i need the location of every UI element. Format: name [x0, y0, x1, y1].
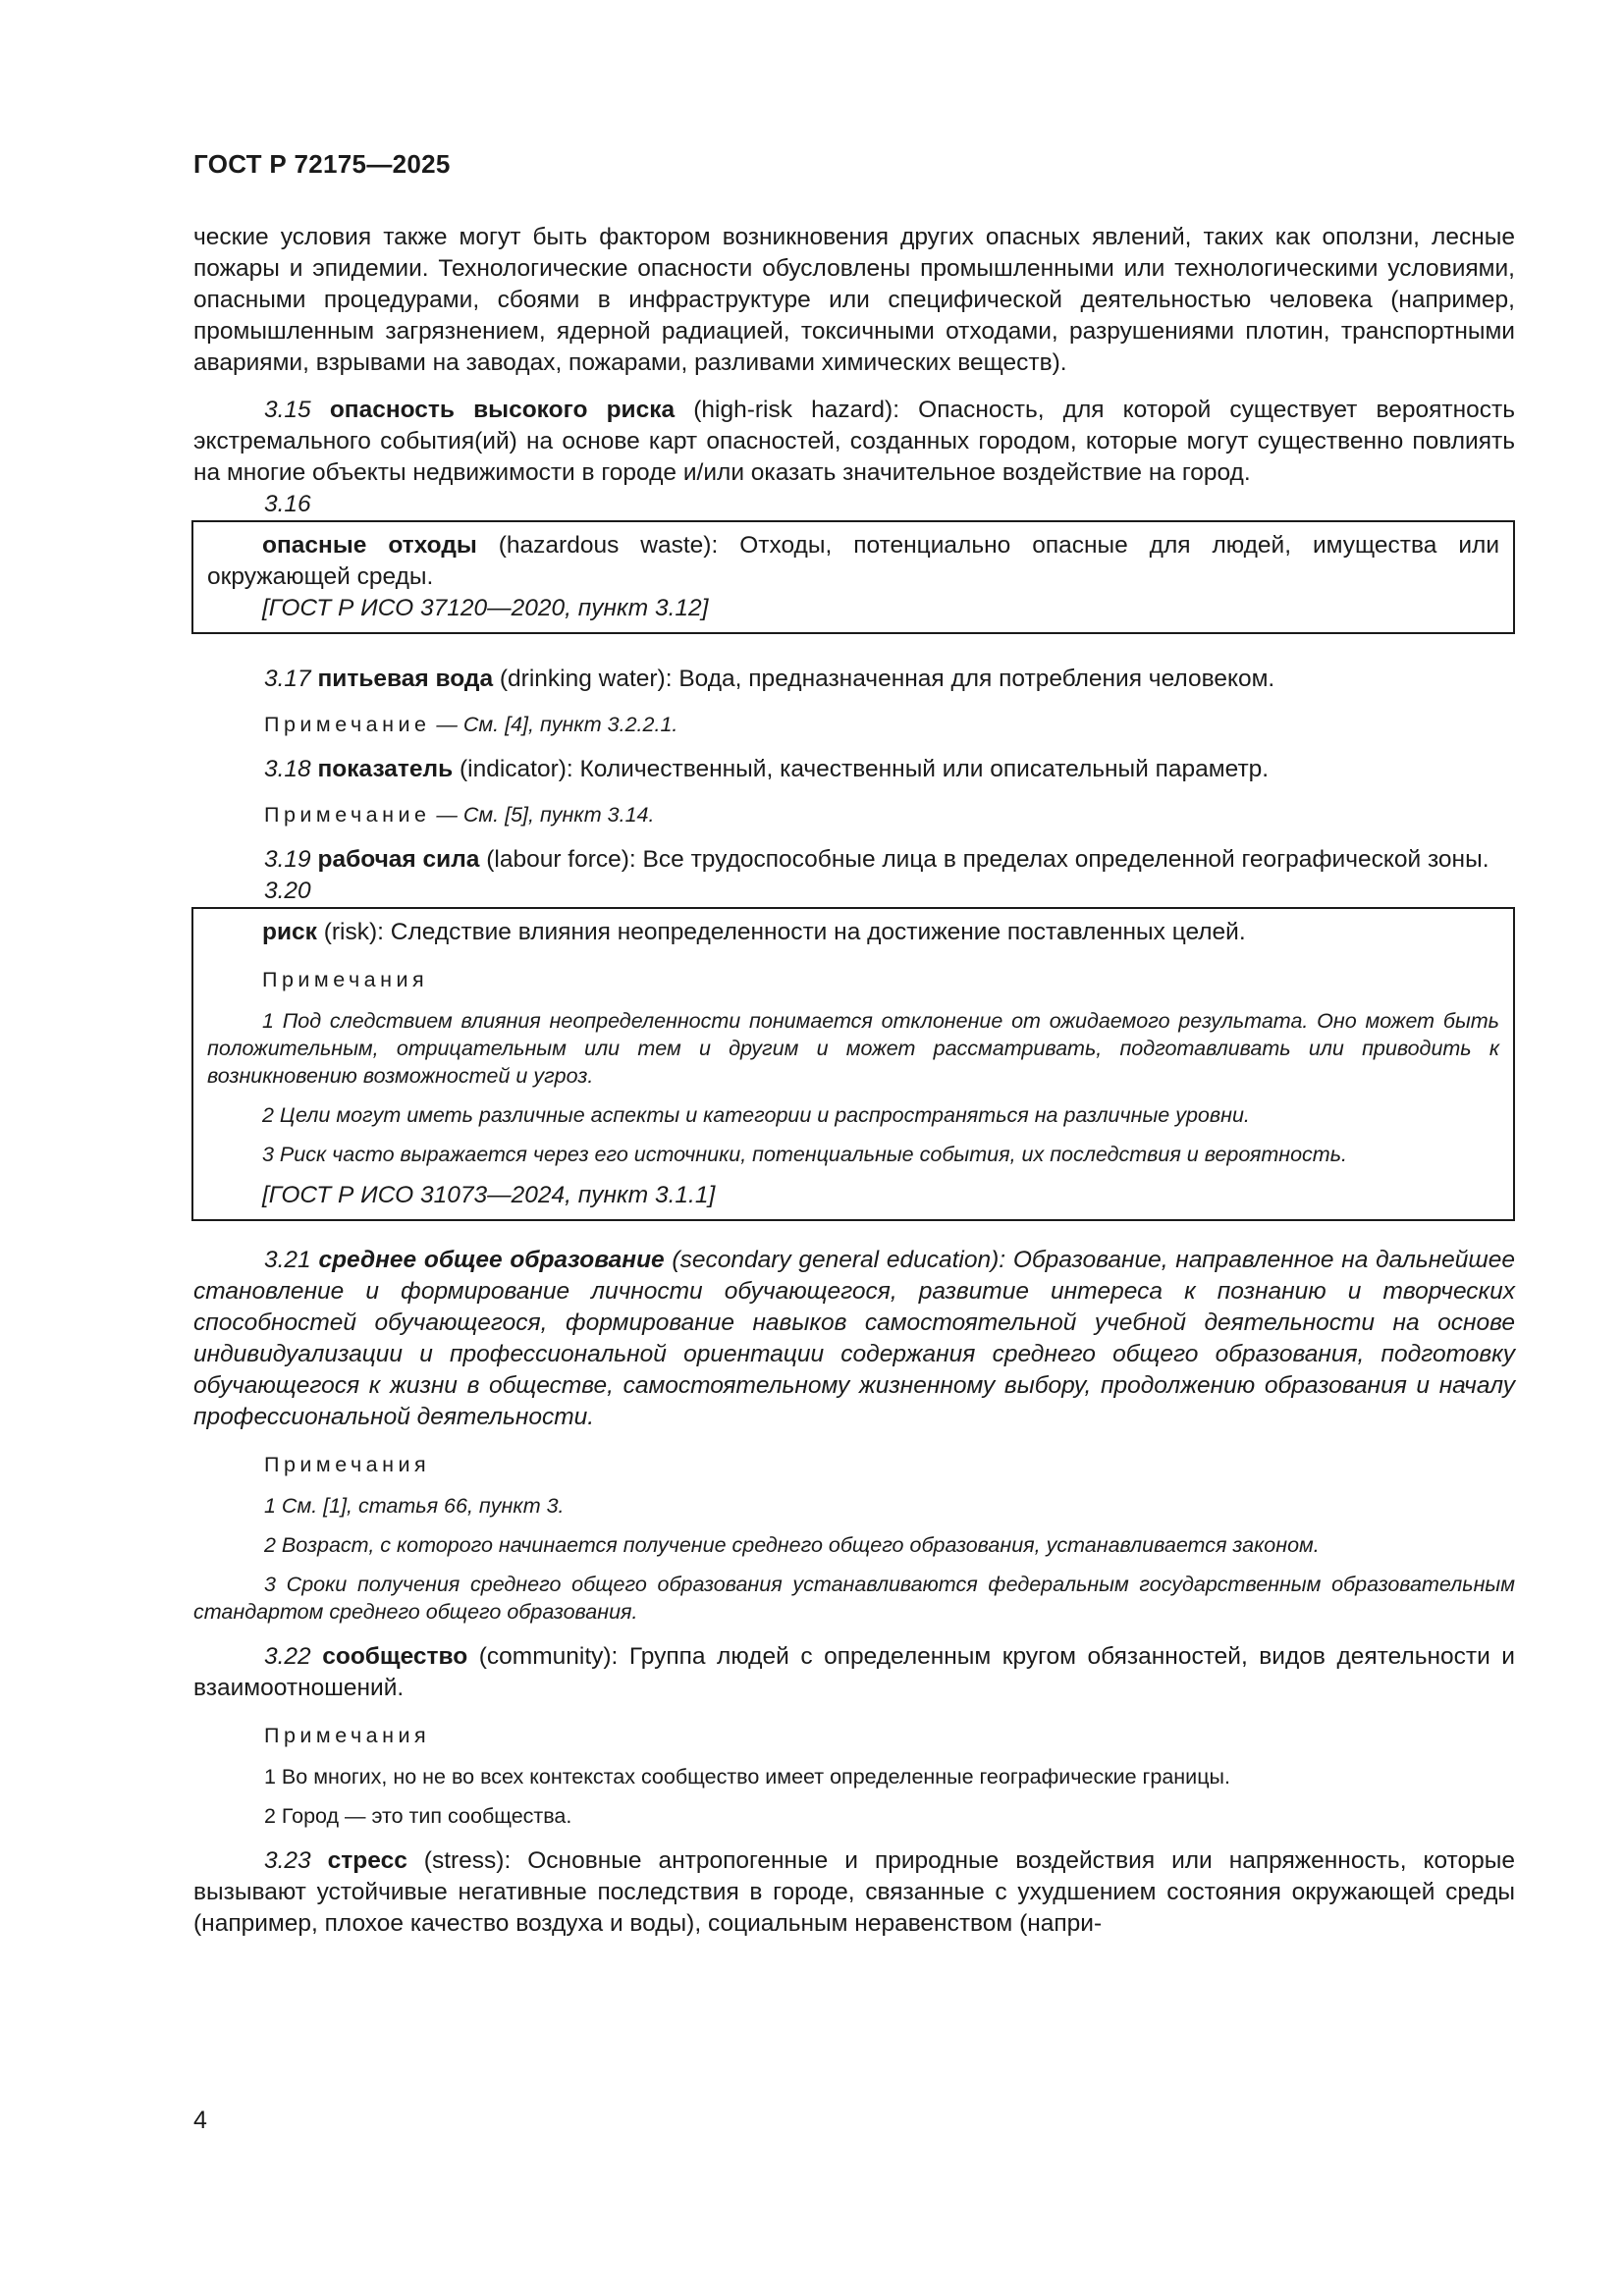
term-number: 3.18 — [264, 756, 311, 782]
term-name: питьевая вода — [317, 666, 494, 692]
term-name: опасные отходы — [262, 532, 477, 559]
term-3-17 — [193, 664, 1515, 695]
term-3-18-note — [193, 801, 1515, 828]
term-definition: (high-risk hazard): Опасность, для которой существует вероятность экстремального события(ий) на основе карт опасностей, созданных городом, которые могут существенно повлиять на многие объекты недвижимости в городе и/или оказать значительное воздействие на город. — [193, 397, 1516, 486]
note-item: 1 Под следствием влияния неопределенности понимается отклонение от ожидаемого результата. Оно может быть положительным, отрицательным или тем и другим и может рассматривать, подготавливать или приводить к возникновению возможностей и угроз. — [207, 1009, 1499, 1088]
term-3-21 — [193, 1245, 1515, 1433]
term-name: среднее общее образование — [318, 1247, 665, 1273]
term-3-20-box — [191, 907, 1515, 1221]
document-header: ГОСТ Р 72175—2025 — [193, 149, 451, 179]
term-3-19 — [193, 844, 1515, 876]
term-definition: (labour force): Все трудоспособные лица в пределах определенной географической зоны. — [479, 846, 1489, 873]
note-item: 2 Возраст, с которого начинается получение среднего общего образования, устанавливается законом. — [264, 1533, 1320, 1557]
term-number: 3.21 — [264, 1247, 311, 1273]
term-3-22 — [193, 1641, 1515, 1704]
term-3-20 — [207, 917, 1499, 948]
term-3-16-box — [191, 520, 1515, 634]
term-name: опасность высокого риска — [329, 397, 676, 423]
term-3-16 — [207, 530, 1499, 593]
note-label: Примечание — [264, 803, 431, 827]
term-3-23 — [193, 1845, 1515, 1940]
term-definition: (drinking water): Вода, предназначенная для потребления человеком. — [493, 666, 1275, 692]
notes-label: Примечания — [264, 1724, 431, 1747]
note-text: — См. [4], пункт 3.2.2.1. — [430, 713, 678, 736]
term-3-18 — [193, 754, 1515, 785]
term-3-20-number — [193, 876, 1515, 907]
term-definition: (community): Группа людей с определенным кругом обязанностей, видов деятельности и взаимоотношений. — [193, 1643, 1515, 1701]
note-label: Примечание — [264, 713, 431, 736]
term-definition: (indicator): Количественный, качественный или описательный параметр. — [453, 756, 1270, 782]
term-definition: (hazardous waste): Отходы, потенциально опасные для людей, имущества или окружающей среды. — [207, 532, 1500, 590]
term-name: риск — [262, 919, 317, 945]
term-definition: (stress): Основные антропогенные и природные воздействия или напряженность, которые вызывают устойчивые негативные последствия в городе, связанные с ухудшением состояния окружающей среды (например, плохое качество воздуха и воды), социальным неравенством (напри- — [193, 1847, 1515, 1937]
term-3-16-number — [193, 489, 1515, 520]
term-3-15 — [193, 395, 1515, 489]
note-item: 2 Цели могут иметь различные аспекты и категории и распространяться на различные уровни. — [262, 1103, 1250, 1127]
term-number: 3.22 — [264, 1643, 311, 1670]
term-name: сообщество — [322, 1643, 468, 1670]
term-definition: (secondary general education): Образование, направленное на дальнейшее становление и формирование личности обучающегося, развитие интереса к познанию и творческих способностей обучающегося, формирование навыков самостоятельной учебной деятельности на основе индивидуализации и профессиональной ориентации содержания среднего общего образования, подготовку обучающегося к жизни в обществе, самостоятельному жизненному выбору, продолжению образования и началу профессиональной деятельности. — [193, 1247, 1515, 1430]
intro-paragraph: ческие условия также могут быть фактором возникновения других опасных явлений, таких как оползни, лесные пожары и эпидемии. Технологические опасности обусловлены промышленными или технологическими условиями, опасными процедурами, сбоями в инфраструктуре или специфической деятельностью человека (например, промышленным загрязнением, ядерной радиацией, токсичными отходами, разрушениями плотин, транспортными авариями, взрывами на заводах, пожарами, разливами химических веществ). — [193, 224, 1515, 376]
note-item: 2 Город — это тип сообщества. — [264, 1804, 572, 1828]
term-number: 3.19 — [264, 846, 311, 873]
note-item: 3 Риск часто выражается через его источники, потенциальные события, их последствия и вероятность. — [262, 1143, 1347, 1166]
note-item: 1 Во многих, но не во всех контекстах сообщество имеет определенные географические границы. — [264, 1765, 1230, 1789]
term-3-16-source: [ГОСТ Р ИСО 37120—2020, пункт 3.12] — [262, 595, 709, 621]
page-number: 4 — [193, 2107, 207, 2134]
term-name: рабочая сила — [317, 846, 480, 873]
notes-label: Примечания — [262, 968, 429, 991]
term-3-20-source: [ГОСТ Р ИСО 31073—2024, пункт 3.1.1] — [262, 1182, 716, 1208]
term-number: 3.20 — [264, 878, 311, 904]
term-number: 3.15 — [264, 397, 311, 423]
note-text: — См. [5], пункт 3.14. — [430, 803, 655, 827]
term-name: стресс — [327, 1847, 407, 1874]
note-item: 3 Сроки получения среднего общего образования устанавливаются федеральным государственным образовательным стандартом среднего общего образования. — [193, 1573, 1515, 1624]
term-definition: (risk): Следствие влияния неопределенности на достижение поставленных целей. — [316, 919, 1246, 945]
notes-label: Примечания — [264, 1453, 431, 1476]
document-body — [193, 222, 1515, 1940]
term-number: 3.17 — [264, 666, 311, 692]
note-item: 1 См. [1], статья 66, пункт 3. — [264, 1494, 565, 1518]
term-number: 3.16 — [264, 491, 311, 517]
term-name: показатель — [317, 756, 454, 782]
term-3-17-note — [193, 711, 1515, 738]
term-number: 3.23 — [264, 1847, 311, 1874]
